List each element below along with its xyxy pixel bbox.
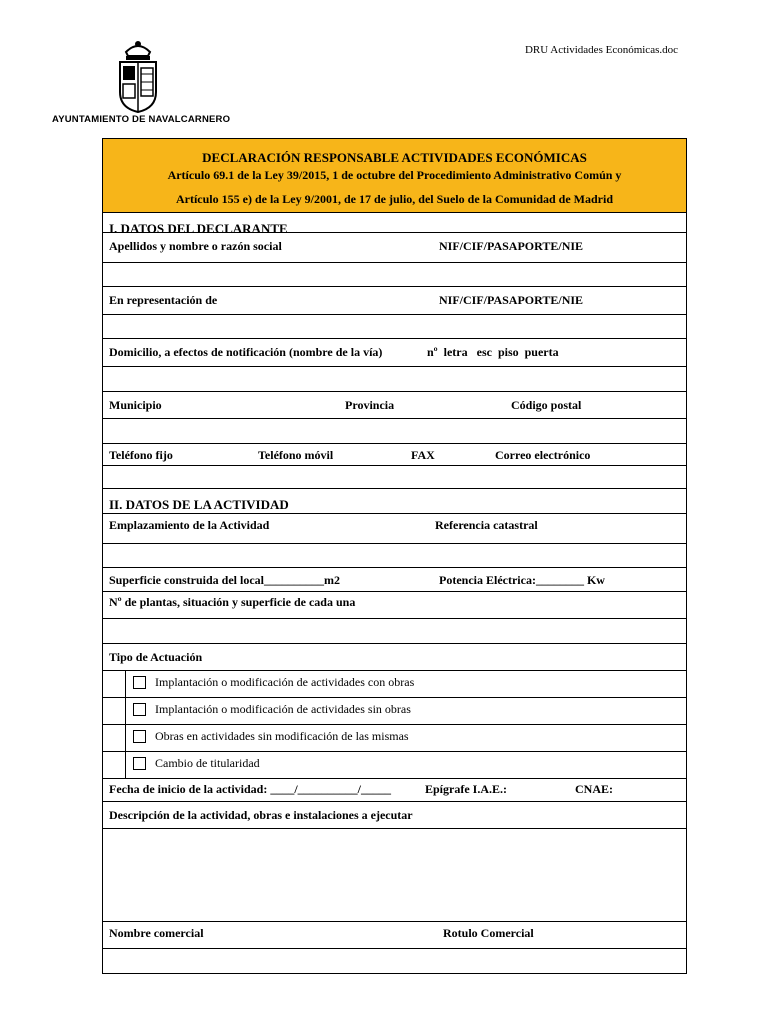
section-declarant [103, 213, 686, 236]
address-label-row [103, 339, 686, 367]
form-header [103, 139, 686, 213]
checkbox[interactable] [133, 676, 146, 689]
location-label-row [103, 514, 686, 544]
address-parts-label: nº letra esc piso puerta [427, 345, 559, 359]
name-label: Apellidos y nombre o razón social [109, 239, 282, 253]
section-title: I. DATOS DEL DECLARANTE [109, 221, 288, 236]
municipality-name: AYUNTAMIENTO DE NAVALCARNERO [52, 114, 231, 125]
postal-code-label: Código postal [511, 398, 582, 412]
section-activity [103, 489, 686, 514]
name-field[interactable] [103, 263, 686, 287]
form-title: DECLARACIÓN RESPONSABLE ACTIVIDADES ECONÓMICAS [202, 150, 587, 165]
phone-field[interactable] [103, 466, 686, 489]
option-without-works[interactable] [103, 698, 686, 725]
phone-label: Teléfono fijo [109, 448, 173, 462]
action-type-row [103, 644, 686, 671]
trade-name-label-row [103, 922, 686, 949]
nif-label: NIF/CIF/PASAPORTE/NIE [439, 239, 584, 253]
email-label: Correo electrónico [495, 448, 591, 462]
surface-row [103, 568, 686, 592]
nif-label-2: NIF/CIF/PASAPORTE/NIE [439, 293, 584, 307]
option-label: Implantación o modificación de actividades con obras [155, 675, 415, 689]
trade-name-label: Nombre comercial [109, 926, 204, 940]
document-filename: DRU Actividades Económicas.doc [524, 44, 678, 56]
representation-field[interactable] [103, 315, 686, 339]
province-label: Provincia [345, 398, 395, 412]
location-label: Emplazamiento de la Actividad [109, 518, 270, 532]
cadastral-label: Referencia catastral [435, 518, 538, 532]
floors-label: Nº de plantas, situación y superficie de cada una [109, 595, 356, 609]
coat-of-arms-icon [112, 38, 164, 114]
address-label: Domicilio, a efectos de notificación (nombre de la vía) [109, 345, 383, 359]
floors-field[interactable] [103, 619, 686, 644]
checkbox[interactable] [133, 757, 146, 770]
description-field[interactable] [103, 829, 686, 922]
location-field[interactable] [103, 544, 686, 568]
municipality-logo [52, 38, 262, 130]
option-label: Implantación o modificación de actividades sin obras [155, 702, 411, 716]
start-date-row [103, 779, 686, 802]
fax-label: FAX [411, 448, 435, 462]
cnae-label: CNAE: [575, 782, 613, 796]
municipality-label: Municipio [109, 398, 162, 412]
form-subtitle-1: Artículo 69.1 de la Ley 39/2015, 1 de octubre del Procedimiento Administrativo Común y [167, 168, 622, 182]
phone-label-row [103, 444, 686, 466]
option-ownership-change[interactable] [103, 752, 686, 779]
representation-label: En representación de [109, 293, 218, 307]
power-label: Potencia Eléctrica:________ Kw [439, 573, 605, 587]
municipality-field[interactable] [103, 419, 686, 444]
representation-label-row [103, 287, 686, 315]
surface-label: Superficie construida del local__________m2 [109, 573, 340, 587]
start-date-label: Fecha de inicio de la actividad: ____/__________/_____ [109, 782, 391, 796]
description-label-row [103, 802, 686, 829]
description-label: Descripción de la actividad, obras e instalaciones a ejecutar [109, 808, 413, 822]
checkbox[interactable] [133, 703, 146, 716]
option-with-works[interactable] [103, 671, 686, 698]
municipality-label-row [103, 392, 686, 419]
option-label: Cambio de titularidad [155, 756, 260, 770]
address-field[interactable] [103, 367, 686, 392]
declaration-form [102, 138, 687, 974]
option-works-only[interactable] [103, 725, 686, 752]
option-label: Obras en actividades sin modificación de las mismas [155, 729, 409, 743]
action-type-label: Tipo de Actuación [109, 650, 203, 664]
section-title: II. DATOS DE LA ACTIVIDAD [109, 497, 289, 512]
floors-label-row [103, 592, 686, 619]
name-label-row [103, 233, 686, 263]
iae-label: Epígrafe I.A.E.: [425, 782, 507, 796]
form-subtitle-2: Artículo 155 e) de la Ley 9/2001, de 17 de julio, del Suelo de la Comunidad de Madrid [175, 192, 613, 206]
checkbox[interactable] [133, 730, 146, 743]
mobile-label: Teléfono móvil [258, 448, 334, 462]
trade-name-field[interactable] [103, 949, 686, 973]
sign-label: Rotulo Comercial [443, 926, 534, 940]
